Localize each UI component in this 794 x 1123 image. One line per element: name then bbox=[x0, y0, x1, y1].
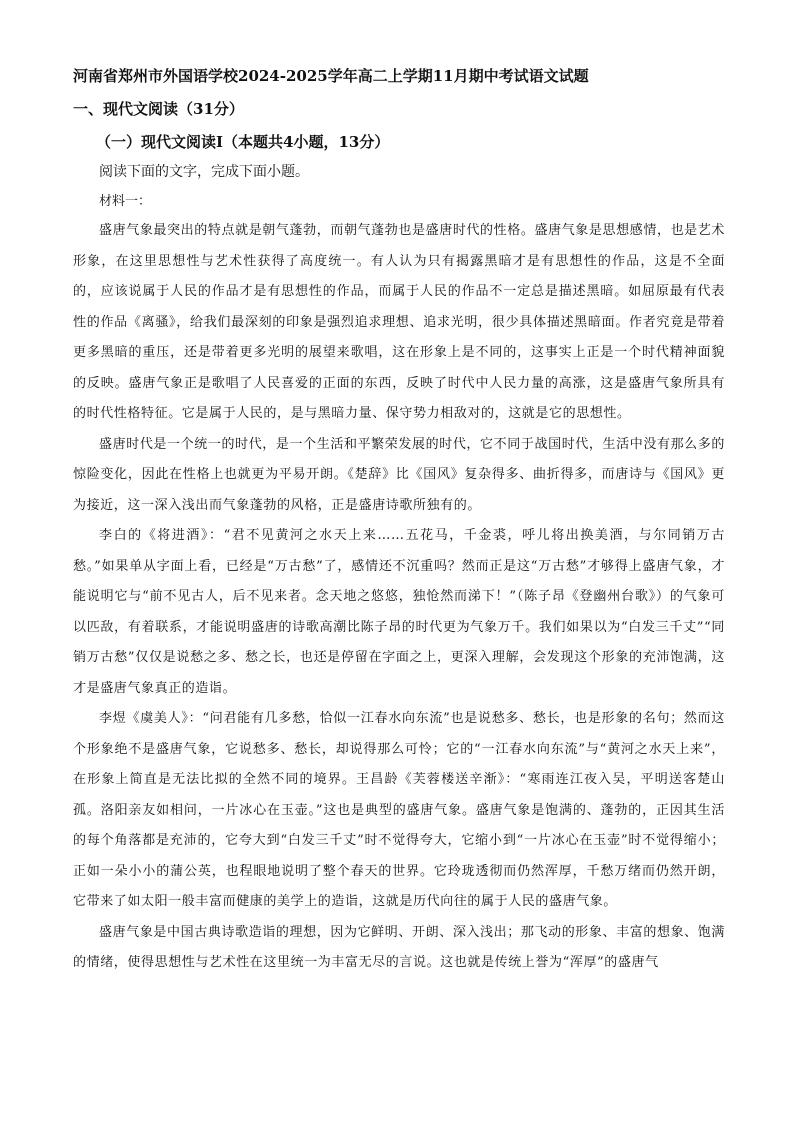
document-title: 河南省郑州市外国语学校2024-2025学年高二上学期11月期中考试语文试题 bbox=[73, 67, 589, 85]
material-label: 材料一： bbox=[99, 194, 152, 209]
paragraph-4: 李煜《虞美人》：“问君能有几多愁，恰似一江春水向东流”也是说愁多、愁长，也是形象的名句；然而这个形象绝不是盛唐气象，它说愁多、愁长，却说得那么可怜；它的“一江春水向东流”与“黄河之水天上来”，在形象上简直是无法比拟的全然不同的境界。王昌龄《芙蓉楼送辛渐》：“寒雨连江夜入吴，平明送客楚山孤。洛阳亲友如相问，一片冰心在玉壶。”这也是典型的盛唐气象。盛唐气象是饱满的、蓬勃的，正因其生活的每个角落都是充沛的，它夸大到“白发三千丈”时不觉得夸大，它缩小到“一片冰心在玉壶”时不觉得缩小；正如一朵小小的蒲公英，也程眼地说明了整个春天的世界。它玲珑透彻而仍然浑厚，千愁万绪而仍然开朗，它带来了如太阳一般丰富而健康的美学上的造诣，这就是历代向往的属于人民的盛唐气象。 bbox=[73, 711, 725, 909]
material-body bbox=[73, 216, 725, 979]
paragraph-5: 盛唐气象是中国古典诗歌造诣的理想，因为它鲜明、开朗、深入浅出；那飞动的形象、丰富的想象、饱满的情绪，使得思想性与艺术性在这里统一为丰富无尽的言说。这也就是传统上誉为“浑厚”的盛唐气 bbox=[73, 924, 725, 970]
paragraph-2: 盛唐时代是一个统一的时代，是一个生活和平繁荣发展的时代，它不同于战国时代，生活中没有那么多的惊险变化，因此在性格上也就更为平易开朗。《楚辞》比《国风》复杂得多、曲折得多，而唐诗与《国风》更为接近，这一深入浅出而气象蓬勃的风格，正是盛唐诗歌所独有的。 bbox=[73, 436, 725, 513]
paragraph-1: 盛唐气象最突出的特点就是朝气蓬勃，而朝气蓬勃也是盛唐时代的性格。盛唐气象是思想感情，也是艺术形象，在这里思想性与艺术性获得了高度统一。有人认为只有揭露黑暗才是有思想性的作品，这是不全面的，应该说属于人民的作品才是有思想性的作品，而属于人民的作品不一定总是描述黑暗。如屈原最有代表性的作品《离骚》，给我们最深刻的印象是强烈追求理想、追求光明，很少具体描述黑暗面。作者究竟是带着更多黑暗的重压，还是带着更多光明的展望来歌唱，这在形象上是不同的，这事实上正是一个时代精神面貌的反映。盛唐气象正是歌唱了人民喜爱的正面的东西，反映了时代中人民力量的高涨，这是盛唐气象所具有的时代性格特征。它是属于人民的，是与黑暗力量、保守势力相敌对的，这就是它的思想性。 bbox=[73, 223, 725, 421]
reading-instruction: 阅读下面的文字，完成下面小题。 bbox=[99, 164, 309, 180]
paragraph-3: 李白的《将进酒》：“君不见黄河之水天上来……五花马，千金裘，呼儿将出换美酒，与尔同销万古愁。”如果单从字面上看，已经是“万古愁”了，感情还不沉重吗？然而正是这“万古愁”才够得上盛唐气象，才能说明它与“前不见古人，后不见来者。念天地之悠悠，独怆然而涕下！”（陈子昂《登幽州台歌》）的气象可以匹敌，有着联系，才能说明盛唐的诗歌高潮比陈子昂的时代更为气象万千。我们如果以为“白发三千丈”“同销万古愁”仅仅是说愁之多、愁之长，也还是停留在字面之上，更深入理解，会发现这个形象的充沛饱满，这才是盛唐气象真正的造诣。 bbox=[73, 528, 725, 696]
subsection-heading: （一）现代文阅读Ⅰ（本题共4小题，13分） bbox=[96, 133, 390, 151]
section-heading: 一、现代文阅读（31分） bbox=[73, 100, 244, 118]
